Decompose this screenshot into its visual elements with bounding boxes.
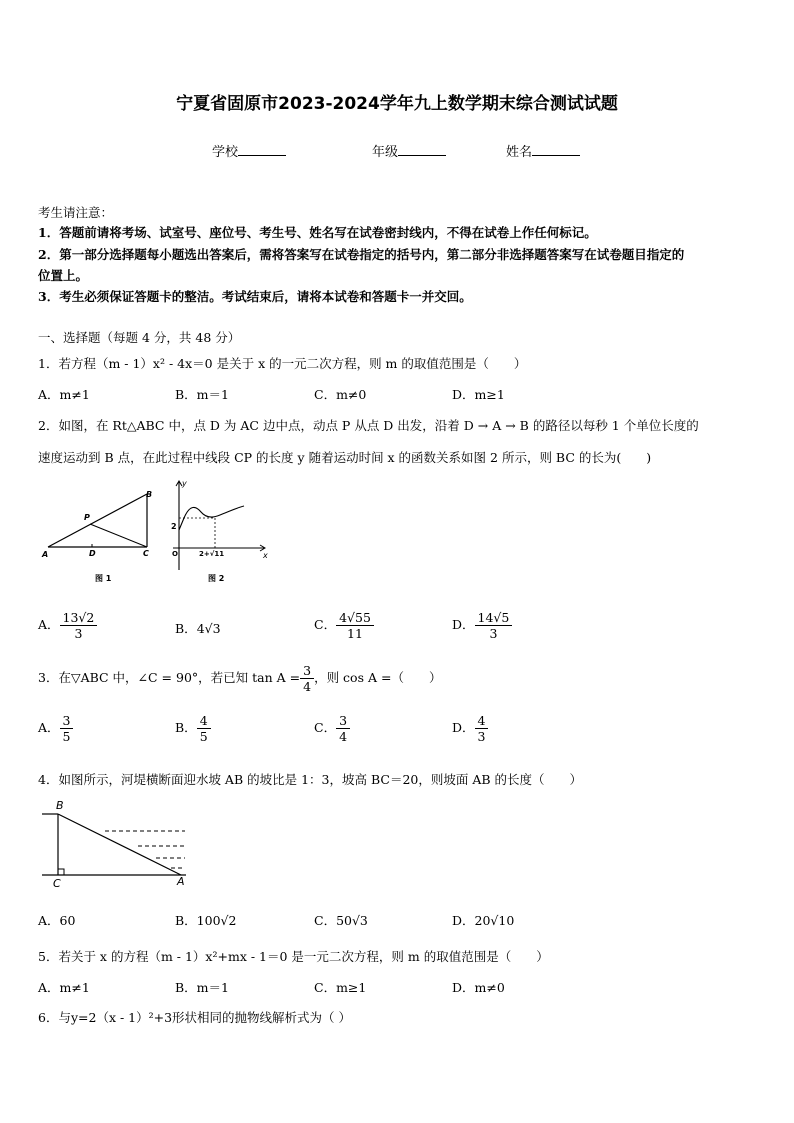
fig2-label-2: 2	[171, 522, 177, 531]
q2-option-d-num: 14√5	[475, 610, 513, 626]
q2-option-c-frac	[336, 610, 374, 641]
school-field[interactable]	[212, 141, 286, 160]
notice-item-2: 2．第一部分选择题每小题选出答案后，需将答案写在试卷指定的括号内，第二部分非选择题答案写在试卷题目指定的	[38, 247, 685, 262]
q3-option-a-letter: A．	[38, 720, 60, 735]
q4-figure	[38, 796, 198, 892]
q3-stem-a: 3．在▽ABC 中，∠C = 90°，若已知 tan A =	[38, 670, 301, 685]
q3-option-b[interactable]	[175, 713, 211, 744]
q2-stem-line1: 2．如图，在 Rt△ABC 中，点 D 为 AC 边中点，动点 P 从点 D 出发，沿着 D → A → B 的路径以每秒 1 个单位长度的	[38, 418, 699, 433]
q4-fig-label-b: B	[56, 799, 64, 812]
q4-stem: 4．如图所示，河堤横断面迎水坡 AB 的坡比是 1：3，坡高 BC＝20，则坡面 AB 的长度（ ）	[38, 772, 583, 787]
q2-figure-2	[168, 476, 278, 584]
q5-stem: 5．若关于 x 的方程（m - 1）x²+mx - 1＝0 是一元二次方程，则 m 的取值范围是（ ）	[38, 949, 549, 964]
q3-option-c-num: 3	[336, 713, 350, 729]
fig2-label-tick: 2+√11	[199, 550, 225, 558]
q2-option-c-letter: C．	[314, 617, 337, 632]
q4-option-d[interactable]: D．20√10	[452, 913, 515, 928]
q3-stem-num: 3	[300, 663, 314, 679]
q5-option-b[interactable]: B．m＝1	[175, 980, 229, 995]
q4-option-c[interactable]: C．50√3	[314, 913, 368, 928]
q3-stem-den: 4	[303, 679, 312, 694]
q4-fig-label-c: C	[53, 877, 61, 890]
notice-item-1: 1．答题前请将考场、试室号、座位号、考生号、姓名写在试卷密封线内，不得在试卷上作任何标记。	[38, 225, 597, 240]
fig2-caption: 图 2	[208, 574, 225, 583]
q4-fig-label-a: A	[177, 875, 185, 888]
q3-stem-b: ，则 cos A =（ ）	[314, 670, 442, 685]
name-field[interactable]	[506, 141, 580, 160]
q2-figure-1	[40, 484, 160, 584]
q2-stem-line2: 速度运动到 B 点，在此过程中线段 CP 的长度 y 随着运动时间 x 的函数关系如图 2 所示，则 BC 的长为( )	[38, 450, 652, 465]
q3-stem-frac	[300, 663, 314, 694]
q1-option-a[interactable]: A．m≠1	[38, 387, 90, 402]
fig1-label-b: B	[146, 490, 153, 499]
fig1-caption: 图 1	[95, 574, 112, 583]
q3-option-b-den: 5	[199, 729, 208, 744]
q5-option-d[interactable]: D．m≠0	[452, 980, 505, 995]
fig1-label-d: D	[89, 549, 96, 558]
name-blank[interactable]	[532, 143, 580, 156]
q3-option-a-num: 3	[60, 713, 74, 729]
q6-stem: 6．与y=2（x - 1）²+3形状相同的抛物线解析式为（ ）	[38, 1010, 352, 1025]
q3-option-a-frac	[60, 713, 74, 744]
q3-option-b-num: 4	[197, 713, 211, 729]
q2-option-d-frac	[475, 610, 513, 641]
grade-label: 年级	[372, 145, 399, 160]
q5-option-c[interactable]: C．m≥1	[314, 980, 367, 995]
q2-option-c-num: 4√55	[336, 610, 374, 626]
notice-item-3: 3．考生必须保证答题卡的整洁。考试结束后，请将本试卷和答题卡一并交回。	[38, 289, 472, 304]
q2-option-c[interactable]	[314, 610, 374, 641]
school-blank[interactable]	[238, 143, 286, 156]
q3-option-d[interactable]	[452, 713, 488, 744]
q3-option-c[interactable]	[314, 713, 350, 744]
fig2-label-x: x	[263, 551, 268, 560]
q2-option-c-den: 11	[347, 626, 363, 641]
q1-option-d[interactable]: D．m≥1	[452, 387, 505, 402]
q1-option-b[interactable]: B．m＝1	[175, 387, 229, 402]
q1-option-c[interactable]: C．m≠0	[314, 387, 367, 402]
q3-option-b-letter: B．	[175, 720, 197, 735]
grade-blank[interactable]	[398, 143, 446, 156]
notice-item-2-cont: 位置上。	[38, 268, 89, 283]
q1-stem: 1．若方程（m - 1）x² - 4x＝0 是关于 x 的一元二次方程，则 m 的取值范围是（ ）	[38, 356, 527, 371]
q3-option-d-den: 3	[477, 729, 486, 744]
q2-option-b-letter: B．	[175, 621, 197, 636]
page-title: 宁夏省固原市2023-2024学年九上数学期末综合测试试题	[176, 94, 618, 114]
q3-option-c-den: 4	[339, 729, 348, 744]
section-heading: 一、选择题（每题 4 分，共 48 分）	[38, 330, 241, 345]
name-label: 姓名	[506, 145, 533, 160]
q2-option-a[interactable]	[38, 610, 97, 641]
q3-option-a-den: 5	[62, 729, 71, 744]
q4-option-a[interactable]: A．60	[38, 913, 76, 928]
fig2-label-o: O	[172, 550, 178, 558]
q2-option-d-den: 3	[489, 626, 498, 641]
q2-option-d[interactable]	[452, 610, 512, 641]
fig1-label-p: P	[84, 513, 90, 522]
q2-option-b-value: 4√3	[196, 621, 221, 636]
q2-option-a-frac	[60, 610, 98, 641]
q3-option-d-letter: D．	[452, 720, 475, 735]
q2-option-d-letter: D．	[452, 617, 475, 632]
notice-heading: 考生请注意：	[38, 205, 114, 220]
q2-option-a-letter: A．	[38, 617, 60, 632]
q3-option-c-frac	[336, 713, 350, 744]
q3-option-c-letter: C．	[314, 720, 337, 735]
q2-option-a-num: 13√2	[60, 610, 98, 626]
q3-option-a[interactable]	[38, 713, 73, 744]
q3-option-d-frac	[475, 713, 489, 744]
q3-option-d-num: 4	[475, 713, 489, 729]
fig1-label-c: C	[143, 549, 149, 558]
fig1-label-a: A	[42, 550, 49, 559]
q2-option-b[interactable]	[175, 619, 221, 637]
q4-option-b[interactable]: B．100√2	[175, 913, 237, 928]
q3-option-b-frac	[197, 713, 211, 744]
school-label: 学校	[212, 145, 239, 160]
fig2-label-y: y	[182, 479, 187, 488]
q5-option-a[interactable]: A．m≠1	[38, 980, 90, 995]
q2-option-a-den: 3	[74, 626, 83, 641]
q3-stem	[38, 663, 441, 694]
grade-field[interactable]	[372, 141, 446, 160]
